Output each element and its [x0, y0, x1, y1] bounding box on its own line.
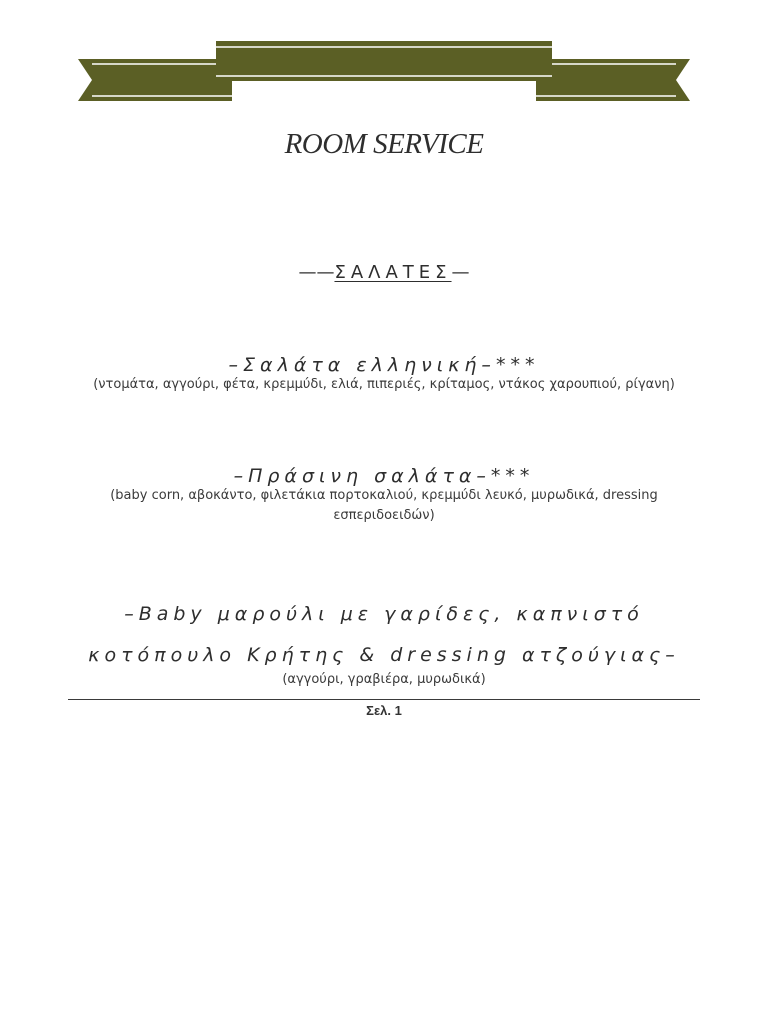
banner-right-tail	[536, 59, 690, 101]
menu-item-name: –Πράσινη σαλάτα–***	[233, 465, 535, 487]
menu-item-name-line2: κοτόπουλο Κρήτης & dressing ατζούγιας–	[88, 644, 680, 666]
section-title: ΣΑΛΑΤΕΣ	[334, 262, 452, 283]
menu-item-stars: ***	[495, 354, 540, 376]
section-prefix: ——	[298, 262, 335, 283]
menu-item-description: (αγγούρι, γραβιέρα, μυρωδικά)	[282, 672, 486, 687]
menu-item	[60, 592, 708, 690]
menu-item-stars: ***	[490, 465, 535, 487]
page-number: Σελ. 1	[366, 703, 402, 718]
menu-item	[60, 345, 708, 395]
menu-item-description: (baby corn, αβοκάντο, φιλετάκια πορτοκαλιού, κρεμμύδι λευκό, μυρωδικά, dressing εσπεριδοειδών)	[110, 488, 658, 523]
menu-item-name-line1: –Baby μαρούλι με γαρίδες, καπνιστό	[124, 603, 644, 625]
section-suffix: —	[451, 262, 470, 283]
section-heading	[0, 262, 768, 283]
menu-item	[60, 456, 708, 526]
page-title: ROOM SERVICE	[284, 128, 484, 160]
menu-item-description: (ντομάτα, αγγούρι, φέτα, κρεμμύδι, ελιά, πιπεριές, κρίταμος, ντάκος χαρουπιού, ρίγανη)	[93, 377, 675, 392]
footer-divider	[68, 699, 700, 700]
ribbon-banner	[0, 0, 768, 110]
menu-item-name: –Σαλάτα ελληνική–***	[228, 354, 540, 376]
banner-left-tail	[78, 59, 232, 101]
